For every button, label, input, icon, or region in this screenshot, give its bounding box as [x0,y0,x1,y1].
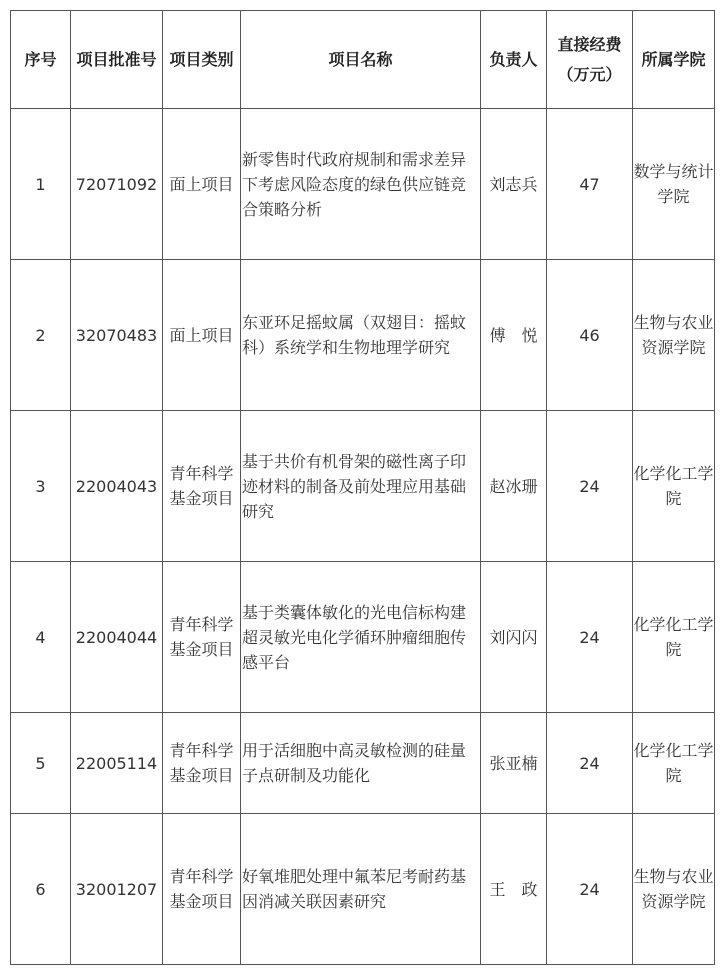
cell-seq: 3 [11,411,71,562]
cell-category: 青年科学基金项目 [163,814,241,965]
header-seq: 序号 [11,11,71,109]
cell-seq: 2 [11,260,71,411]
cell-category: 青年科学基金项目 [163,713,241,814]
cell-funds: 46 [547,260,633,411]
cell-seq: 4 [11,562,71,713]
cell-college: 化学化工学院 [633,713,715,814]
cell-approval: 32070483 [71,260,163,411]
cell-college: 生物与农业资源学院 [633,814,715,965]
header-name: 项目名称 [241,11,481,109]
table-row [11,260,715,411]
cell-approval: 32001207 [71,814,163,965]
header-leader: 负责人 [481,11,547,109]
cell-approval: 72071092 [71,109,163,260]
table-row [11,109,715,260]
cell-seq: 1 [11,109,71,260]
cell-name: 基于类囊体敏化的光电信标构建超灵敏光电化学循环肿瘤细胞传感平台 [241,562,481,713]
cell-leader: 赵冰珊 [481,411,547,562]
cell-name: 好氧堆肥处理中氟苯尼考耐药基因消减关联因素研究 [241,814,481,965]
header-category: 项目类别 [163,11,241,109]
cell-approval: 22004043 [71,411,163,562]
cell-approval: 22005114 [71,713,163,814]
cell-approval: 22004044 [71,562,163,713]
table-row [11,713,715,814]
cell-seq: 6 [11,814,71,965]
cell-funds: 24 [547,411,633,562]
header-funds-label: 直接经费 （万元） [557,34,622,84]
header-funds [547,11,633,109]
cell-funds: 24 [547,562,633,713]
header-college: 所属学院 [633,11,715,109]
cell-college: 化学化工学院 [633,562,715,713]
header-approval: 项目批准号 [71,11,163,109]
cell-funds: 47 [547,109,633,260]
cell-leader: 刘闪闪 [481,562,547,713]
cell-name: 基于共价有机骨架的磁性离子印迹材料的制备及前处理应用基础研究 [241,411,481,562]
cell-category: 青年科学基金项目 [163,562,241,713]
cell-leader: 王 政 [481,814,547,965]
cell-name: 东亚环足摇蚊属（双翅目：摇蚊科）系统学和生物地理学研究 [241,260,481,411]
cell-college: 数学与统计学院 [633,109,715,260]
cell-funds: 24 [547,713,633,814]
table-row [11,814,715,965]
table-row [11,411,715,562]
cell-leader: 傅 悦 [481,260,547,411]
cell-college: 生物与农业资源学院 [633,260,715,411]
cell-name: 新零售时代政府规制和需求差异下考虑风险态度的绿色供应链竞合策略分析 [241,109,481,260]
cell-name: 用于活细胞中高灵敏检测的硅量子点研制及功能化 [241,713,481,814]
cell-funds: 24 [547,814,633,965]
project-table [10,10,715,965]
cell-category: 面上项目 [163,260,241,411]
cell-college: 化学化工学院 [633,411,715,562]
cell-category: 青年科学基金项目 [163,411,241,562]
cell-seq: 5 [11,713,71,814]
cell-leader: 刘志兵 [481,109,547,260]
header-row [11,11,715,109]
cell-leader: 张亚楠 [481,713,547,814]
table-row [11,562,715,713]
cell-category: 面上项目 [163,109,241,260]
